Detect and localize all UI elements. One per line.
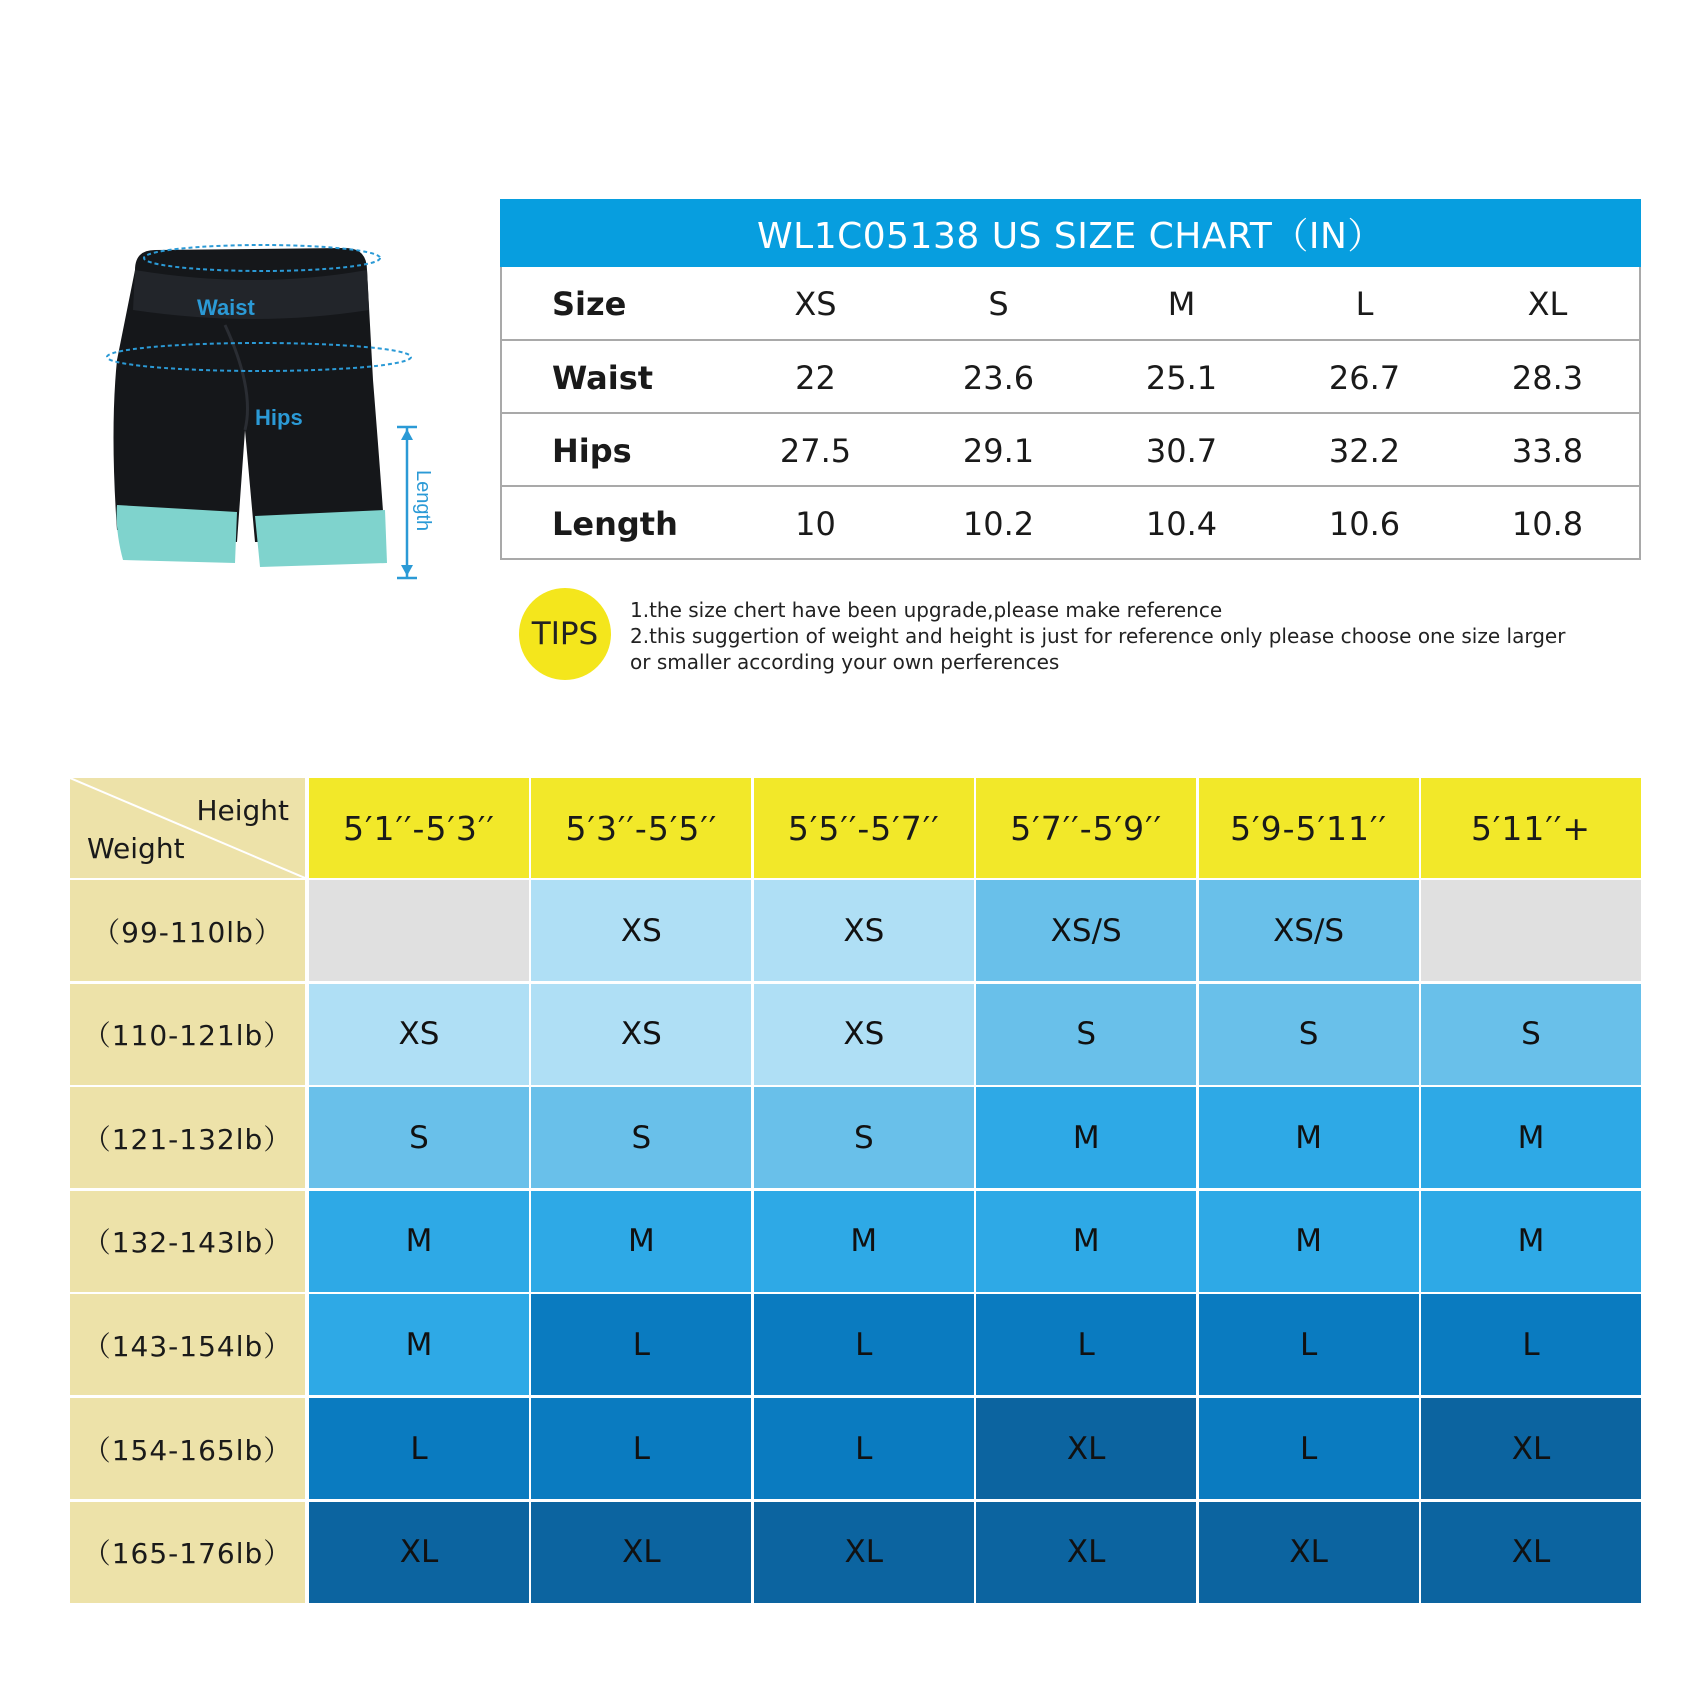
size-cell: XL [1199,1502,1419,1603]
weight-row-header: （132-143lb） [70,1191,305,1292]
size-cell: XL [309,1502,529,1603]
table-cell: 30.7 [1145,432,1218,470]
size-header-row [502,267,1639,341]
size-cell: L [531,1294,751,1395]
table-row [502,487,1639,561]
size-cell: L [976,1294,1196,1395]
height-column-header: 5′5′′-5′7′′ [754,778,974,878]
length-label: Length [412,470,434,532]
weight-row-header: （154-165lb） [70,1398,305,1499]
size-cell: S [531,1087,751,1188]
size-cell: M [531,1191,751,1292]
size-cell: L [754,1294,974,1395]
table-cell: 10.6 [1328,505,1401,543]
height-column-header: 5′9-5′11′′ [1199,778,1419,878]
size-cell: L [531,1398,751,1499]
size-cell: M [1421,1087,1641,1188]
fit-grid [70,778,1641,1607]
size-cell: XL [976,1398,1196,1499]
size-cell: S [754,1087,974,1188]
size-cell: L [1421,1294,1641,1395]
size-cell: XL [1421,1502,1641,1603]
table-cell: 26.7 [1328,359,1401,397]
height-column-header: 5′11′′+ [1421,778,1641,878]
weight-row-header: （165-176lb） [70,1502,305,1603]
size-cell: XS/S [1199,880,1419,981]
size-cell: M [309,1294,529,1395]
size-cell: M [976,1087,1196,1188]
size-header-cell: XS [794,285,837,323]
height-column-header: 5′3′′-5′5′′ [531,778,751,878]
size-header-cell: L [1355,285,1374,323]
size-header-cell: M [1167,285,1196,323]
size-cell: XS [531,880,751,981]
size-cell: L [754,1398,974,1499]
table-cell: 29.1 [962,432,1035,470]
size-cell: L [309,1398,529,1499]
size-cell: XS [531,984,751,1085]
row-label: Hips [552,432,632,470]
waist-label: Waist [197,295,255,320]
table-cell: 28.3 [1511,359,1584,397]
size-cell: M [1421,1191,1641,1292]
height-axis-label: Height [196,794,289,827]
weight-row-header: （99-110lb） [70,880,305,981]
weight-row-header: （110-121lb） [70,984,305,1085]
size-cell: S [1421,984,1641,1085]
table-cell: 10.4 [1145,505,1218,543]
size-header-label: Size [552,285,627,323]
weight-axis-label: Weight [87,832,185,865]
size-chart-table [500,199,1641,560]
row-label: Waist [552,359,654,397]
size-cell: XL [976,1502,1196,1603]
size-cell: XL [754,1502,974,1603]
tips-badge: TIPS [522,591,608,677]
table-cell: 10.8 [1511,505,1584,543]
size-cell: XS/S [976,880,1196,981]
size-cell: XL [531,1502,751,1603]
table-cell: 25.1 [1145,359,1218,397]
shorts-illustration [105,230,445,600]
size-cell: L [1199,1398,1419,1499]
size-cell: XS [309,984,529,1085]
height-column-header: 5′7′′-5′9′′ [976,778,1196,878]
size-cell: M [976,1191,1196,1292]
table-row [502,341,1639,415]
size-cell [309,880,529,981]
weight-row-header: （121-132lb） [70,1087,305,1188]
size-cell: L [1199,1294,1419,1395]
size-cell: M [1199,1191,1419,1292]
table-row [502,414,1639,488]
tips-text [630,597,1570,675]
tip-line: 1.the size chert have been upgrade,please make reference [630,598,1223,622]
size-header-cell: S [988,285,1009,323]
size-cell: M [309,1191,529,1292]
size-cell [1421,880,1641,981]
table-cell: 10.2 [962,505,1035,543]
size-cell: XL [1421,1398,1641,1499]
size-cell: S [1199,984,1419,1085]
size-cell: S [309,1087,529,1188]
table-cell: 32.2 [1328,432,1401,470]
size-cell: M [754,1191,974,1292]
table-cell: 27.5 [779,432,852,470]
size-cell: S [976,984,1196,1085]
size-cell: XS [754,880,974,981]
height-column-header: 5′1′′-5′3′′ [309,778,529,878]
weight-row-header: （143-154lb） [70,1294,305,1395]
grid-corner [70,778,305,878]
table-cell: 23.6 [962,359,1035,397]
size-cell: XS [754,984,974,1085]
hips-label: Hips [255,405,303,430]
table-cell: 33.8 [1511,432,1584,470]
size-header-cell: XL [1527,285,1568,323]
size-chart-title: WL1C05138 US SIZE CHART（IN） [500,199,1641,267]
row-label: Length [552,505,678,543]
tip-line: 2.this suggertion of weight and height is just for reference only please choose one size larger or smaller according your own perferences [630,624,1566,674]
table-cell: 10 [795,505,836,543]
size-cell: M [1199,1087,1419,1188]
table-cell: 22 [795,359,836,397]
